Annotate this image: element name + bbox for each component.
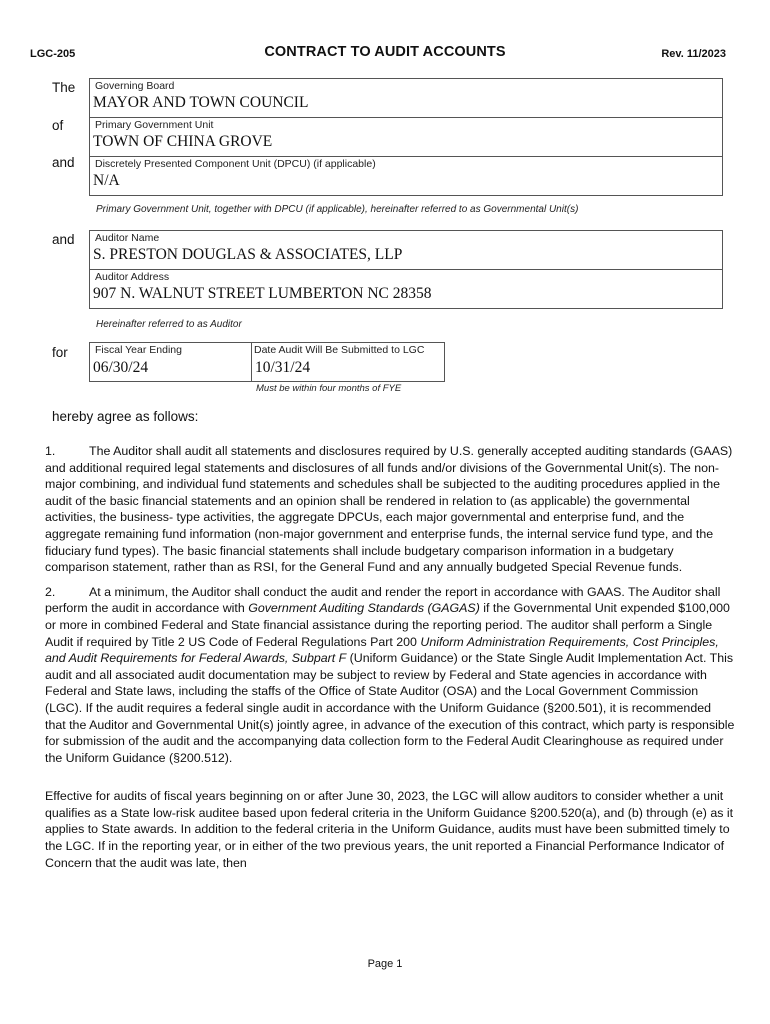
contract-body: [45, 443, 735, 879]
governmental-unit-note: Primary Government Unit, together with DPCU (if applicable), hereinafter referred to as Governmental Unit(s): [96, 204, 579, 215]
governmental-unit-box: [89, 78, 723, 196]
governing-board-label: Governing Board: [95, 80, 175, 92]
paragraph-1-text: The Auditor shall audit all statements and disclosures required by U.S. generally accepted auditing standards (GAAS) and additional required legal statements and disclosures of all funds and/or divisions of the Governmental Unit(s). The non-major combining, and individual fund statements and schedules shall be subjected to the auditing procedures applied in the audit of the basic financial statements and an opinion shall be rendered in relation to (as applicable) the governmental activities, the business- type activities, the aggregate DPCUs, each major governmental and enterprise fund, and the aggregate remaining fund information (non-major government and enterprise funds, the internal service fund type, and the fiduciary fund types). The basic financial statements shall include budgetary comparison information in a budgetary comparison statement, rather than as RSI, for the General Fund and any annually budgeted Special Revenue funds.: [45, 444, 733, 575]
fiscal-year-ending-value: 06/30/24: [93, 359, 149, 376]
submission-date-value: 10/31/24: [255, 359, 311, 376]
side-label-and-auditor: and: [52, 232, 75, 247]
auditor-box: [89, 230, 723, 309]
auditor-address-value: 907 N. WALNUT STREET LUMBERTON NC 28358: [93, 285, 432, 302]
primary-unit-field[interactable]: [90, 118, 722, 157]
paragraph-3: Effective for audits of fiscal years beginning on or after June 30, 2023, the LGC will allow auditors to consider whether a unit qualifies as a State low-risk auditee based upon federal criteria in the Uniform Guidance §200.520(a), and (b) through (e) as it applies to State awards. In addition to the federal criteria in the Uniform Guidance, audits must have been submitted timely to the LGC. If in the reporting year, or in either of the two previous years, the unit reported a Financial Performance Indicator of Concern that the audit was late, then: [45, 789, 734, 870]
revision-label: Rev. 11/2023: [661, 48, 726, 60]
paragraph-2-uniform-title: Uniform Administration Requirements, Cost Principles, and Audit Requirements for Federal Awards, Subpart F: [45, 634, 719, 666]
paragraph-2-text-a: At a minimum, the Auditor shall conduct the audit and render the report in accordance with GAAS. The Auditor shall perform the audit in accordance with: [45, 584, 721, 616]
agree-statement: hereby agree as follows:: [52, 409, 199, 424]
auditor-name-value: S. PRESTON DOUGLAS & ASSOCIATES, LLP: [93, 246, 403, 263]
dpcu-value: N/A: [93, 172, 120, 189]
submission-date-field[interactable]: [252, 343, 444, 381]
side-label-and: and: [52, 155, 75, 170]
paragraph-2: [45, 584, 735, 767]
auditor-address-label: Auditor Address: [95, 271, 170, 283]
primary-unit-label: Primary Government Unit: [95, 119, 214, 131]
primary-unit-value: TOWN OF CHINA GROVE: [93, 133, 273, 150]
submission-date-label: Date Audit Will Be Submitted to LGC: [254, 344, 425, 356]
dpcu-label: Discretely Presented Component Unit (DPCU) (if applicable): [95, 158, 376, 170]
paragraph-1: [45, 443, 735, 576]
fye-note: Must be within four months of FYE: [256, 383, 402, 394]
auditor-address-field[interactable]: [90, 270, 722, 308]
dpcu-field[interactable]: [90, 157, 722, 195]
paragraph-1-number: 1.: [45, 444, 56, 458]
paragraph-2-text-e: (Uniform Guidance) or the State Single Audit Implementation Act. This audit and all associated audit documentation may be subject to review by Federal and State agencies in accordance with Federal and State laws, including the staffs of the Office of State Auditor (OSA) and the Local Government Commission (LGC). If the audit requires a federal single audit in accordance with the Uniform Guidance (§200.501), it is recommended that the Auditor and Governmental Unit(s) jointly agree, in advance of the execution of this contract, which party is responsible for submission of the audit and the accompanying data collection form to the Federal Audit Clearinghouse as required under the Uniform Guidance (§200.512).: [45, 651, 735, 765]
side-label-of: of: [52, 118, 64, 133]
governing-board-value: MAYOR AND TOWN COUNCIL: [93, 94, 309, 111]
side-label-for: for: [52, 345, 68, 360]
paragraph-2-text-c: if the Governmental Unit expended $100,000 or more in combined Federal and State financial assistance during the reporting period. The auditor shall perform a Single Audit if required by Title 2 US Code of Federal Regulations Part 200: [45, 601, 730, 649]
governing-board-field[interactable]: [90, 79, 722, 118]
document-title: CONTRACT TO AUDIT ACCOUNTS: [264, 44, 506, 60]
fiscal-year-ending-field[interactable]: [90, 343, 252, 381]
auditor-name-field[interactable]: [90, 231, 722, 270]
auditor-name-label: Auditor Name: [95, 232, 160, 244]
fiscal-box: [89, 342, 445, 382]
auditor-note: Hereinafter referred to as Auditor: [96, 319, 242, 330]
page-number: Page 1: [367, 958, 403, 970]
paragraph-2-number: 2.: [45, 584, 56, 599]
fiscal-year-ending-label: Fiscal Year Ending: [95, 344, 182, 356]
side-label-the: The: [52, 80, 76, 95]
form-code: LGC-205: [30, 48, 76, 60]
paragraph-2-gagas: Government Auditing Standards (GAGAS): [248, 601, 480, 616]
